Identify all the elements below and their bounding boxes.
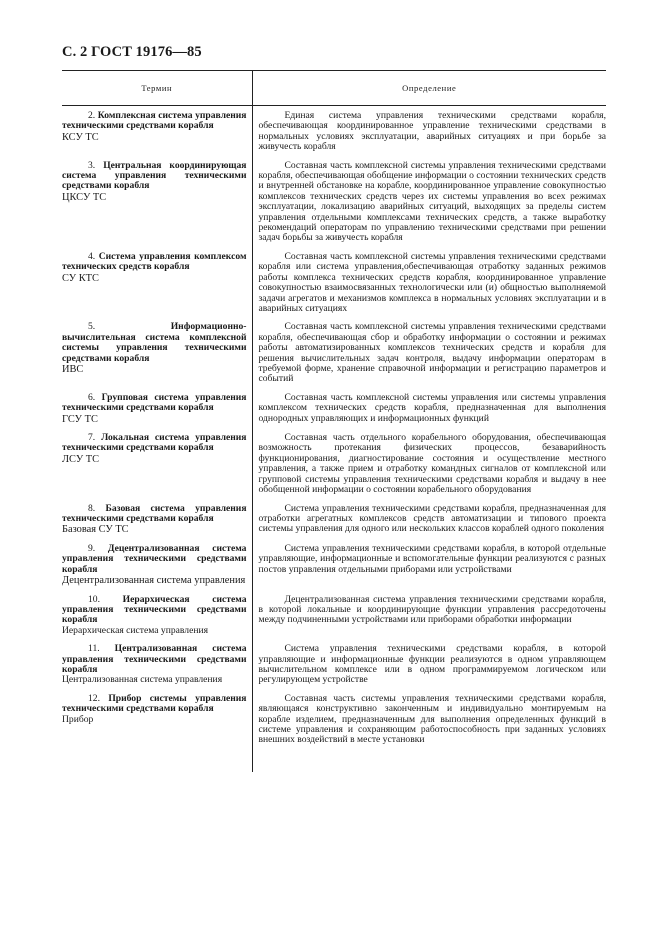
term-cell bbox=[62, 322, 252, 392]
terms-table bbox=[62, 70, 606, 772]
table-header-row bbox=[62, 71, 606, 106]
term-abbreviation: Прибор bbox=[62, 713, 94, 725]
term-abbreviation: Централизованная система управления bbox=[62, 674, 223, 686]
definition-cell: Единая система управления техническими средствами корабля, обеспечивающая координированное управление техническими средствами в нормальных условиях эксплуатации, аварийных ситуациях и при борьбе за живучесть корабля bbox=[258, 110, 606, 153]
term-number: 9. bbox=[88, 542, 96, 554]
term-name: Децентрализованная система управления техническими средствами корабля bbox=[62, 542, 247, 575]
definition-cell: Система управления техническими средствами корабля, в которой отдельные управляющие, информационные и вспомогательные функции реализуются с разных постов управления отдельными приборами или устройствами bbox=[258, 542, 606, 575]
term-name: Групповая система управления техническими средствами корабля bbox=[62, 391, 247, 414]
term-cell bbox=[62, 433, 252, 503]
definition-cell: Система управления техническими средствами корабля, в которой управляющие и информационные функции реализуются в одном управляющем вычислительном комплексе или в одном программируемом логическом или регулирующем устройстве bbox=[258, 643, 606, 686]
table-row bbox=[62, 504, 606, 544]
term-cell bbox=[62, 595, 252, 645]
definition-cell: Децентрализованная система управления техническими средствами корабля, в которой локальные и координирующие функции управления рассредоточены между подчиненными устройствами или приборами обработки информации bbox=[258, 593, 606, 626]
term-name: Прибор системы управления техническими средствами корабля bbox=[62, 692, 247, 715]
table-row bbox=[62, 544, 606, 595]
table-row bbox=[62, 694, 606, 754]
column-header-term: Термин bbox=[62, 71, 252, 106]
table-row bbox=[62, 595, 606, 645]
term-abbreviation: ИВС bbox=[62, 363, 84, 375]
term-number: 5. bbox=[88, 321, 96, 333]
definition-cell: Составная часть комплексной системы управления техническими средствами корабля, обеспечивающая сбор и обработку информации о состоянии и режимах работы автоматизированных комплексов технических средств и корабля для решения вычислительных задач контроля, выдачу информации операторам в требуемой форме, хранение справочной информации и регистрацию параметров и событий bbox=[258, 321, 606, 385]
table-row bbox=[62, 322, 606, 392]
term-number: 12. bbox=[88, 692, 100, 704]
term-number: 6. bbox=[88, 391, 96, 403]
term-name: Центральная координирующая система управления техническими средствами корабля bbox=[62, 159, 247, 192]
term-name: Информационно-вычислительная система комплексной системы управления техническими средствами корабля bbox=[62, 321, 247, 364]
term-cell bbox=[62, 161, 252, 252]
term-abbreviation: КСУ ТС bbox=[62, 131, 99, 143]
term-cell bbox=[62, 754, 252, 772]
term-cell bbox=[62, 106, 252, 161]
term-abbreviation: Децентрализованная система управления bbox=[62, 575, 246, 587]
term-name: Базовая система управления техническими средствами корабля bbox=[62, 502, 247, 524]
table-row bbox=[62, 106, 606, 161]
column-header-definition: Определение bbox=[252, 71, 606, 106]
definition-cell: Составная часть комплексной системы управления техническими средствами корабля, обеспечивающая обобщение информации о состоянии технических средств и внутренней обстановке на корабле, координированное управление совокупностью комплексов технических средств через их системы управления во всех режимах эксплуатации, локализацию аварийных ситуаций, выходящих за пределы систем управления отдельными комплексами технических средств, а также выработку рекомендаций операторам по управлению техническими средствами при решении задач борьбы за живучесть корабля bbox=[258, 159, 606, 244]
term-abbreviation: ГСУ ТС bbox=[62, 413, 98, 425]
term-number: 7. bbox=[88, 432, 96, 444]
term-abbreviation: Базовая СУ ТС bbox=[62, 524, 129, 536]
term-number: 10. bbox=[88, 593, 100, 605]
term-abbreviation: ЛСУ ТС bbox=[62, 453, 100, 465]
term-number: 3. bbox=[88, 159, 96, 171]
term-abbreviation: ЦКСУ ТС bbox=[62, 191, 107, 203]
table-row bbox=[62, 433, 606, 503]
definition-cell: Система управления техническими средствами корабля, предназначенная для отработки агрегатных комплексов средств автоматизации и типового проекта системы управления для одного или нескольких классов кораблей одного поколения bbox=[258, 502, 606, 535]
term-cell bbox=[62, 504, 252, 544]
term-name: Иерархическая система управления техническими средствами корабля bbox=[62, 593, 247, 626]
term-abbreviation: Иерархическая система управления bbox=[62, 624, 209, 636]
definition-cell: Составная часть отдельного корабельного оборудования, обеспечивающая возможность протекания физических процессов, безаварийность функционирования, диагностирование состояния и осуществление местного управления, а также прием и отработку командных сигналов от комплексной или групповой системы управления техническими средствами корабля и выдачу в нее обобщенной информации о состоянии корабельного оборудования bbox=[258, 432, 606, 496]
term-name: Централизованная система управления техническими средствами корабля bbox=[62, 643, 247, 675]
definition-cell: Составная часть комплексной системы управления техническими средствами корабля или система управления,обеспечивающая отработку заданных режимов работы комплекса технических средств корабля, координированное управление совокупностью взаимосвязанных технологически или (и) общностью выполняемой задачи агрегатов и механизмов комплекса в нормальных условиях эксплуатации и в аварийных ситуациях bbox=[258, 250, 606, 314]
term-cell bbox=[62, 393, 252, 433]
term-number: 8. bbox=[88, 502, 96, 514]
definition-cell: Составная часть комплексной системы управления или системы управления комплексом технических средств корабля, предназначенная для выполнения однородных управляющих и информационных функций bbox=[258, 391, 606, 424]
term-abbreviation: СУ КТС bbox=[62, 272, 99, 284]
table-row bbox=[62, 754, 606, 772]
term-cell bbox=[62, 694, 252, 754]
term-number: 11. bbox=[88, 643, 100, 655]
term-cell bbox=[62, 544, 252, 595]
term-cell bbox=[62, 252, 252, 322]
term-name: Локальная система управления техническими средствами корабля bbox=[62, 432, 247, 454]
table-row bbox=[62, 161, 606, 252]
page-header: С. 2 ГОСТ 19176—85 bbox=[62, 44, 202, 60]
term-number: 2. bbox=[88, 110, 96, 121]
table-row bbox=[62, 644, 606, 694]
term-cell bbox=[62, 644, 252, 694]
definition-cell: Составная часть системы управления техническими средствами корабля, являющаяся конструктивно законченным и индивидуально монтируемым на корабле изделием, предназначенным для выполнения определенных функций в системе управления и сохраняющим работоспособность при заданных условиях внешних воздействий в месте установки bbox=[258, 692, 606, 746]
table-row bbox=[62, 393, 606, 433]
table-row bbox=[62, 252, 606, 322]
definition-cell bbox=[252, 754, 606, 772]
term-name: Комплексная система управления техническими средствами корабля bbox=[62, 110, 247, 132]
term-number: 4. bbox=[88, 250, 96, 262]
term-name: Система управления комплексом технических средств корабля bbox=[62, 250, 247, 273]
